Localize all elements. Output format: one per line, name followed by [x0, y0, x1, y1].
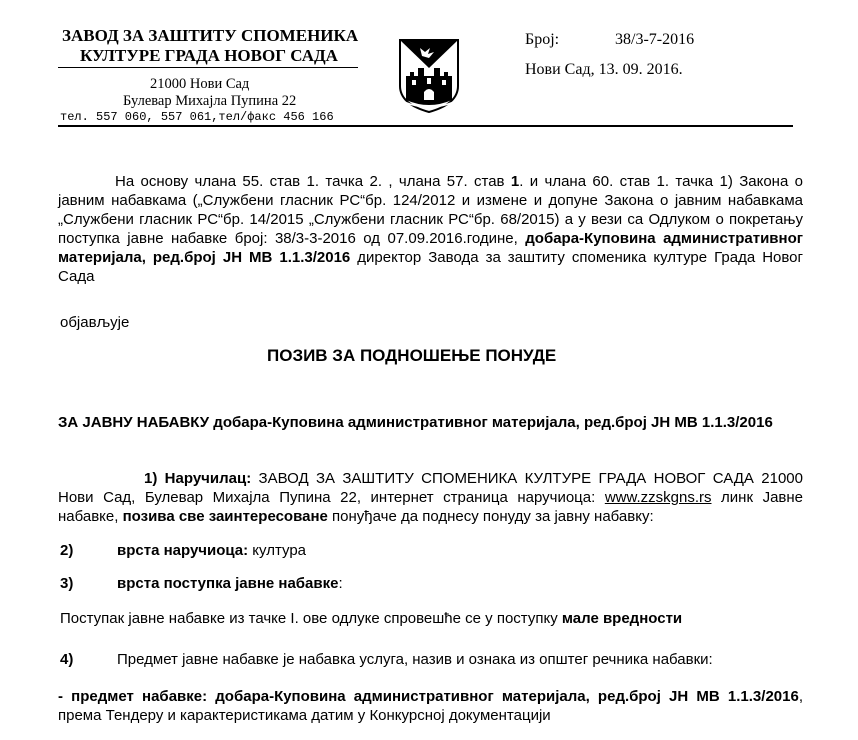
- item-2-line: [117, 542, 306, 559]
- item-2-label: врста наручиоца:: [117, 542, 249, 559]
- org-name-line1: ЗАВОД ЗА ЗАШТИТУ СПОМЕНИКА: [62, 26, 359, 45]
- item-3-line: [117, 575, 343, 592]
- address-city: 21000 Нови Сад: [150, 76, 250, 92]
- item-4-number: 4): [60, 651, 74, 668]
- item-3-label: врста поступка јавне набавке: [117, 575, 339, 592]
- announces-word: објављује: [60, 314, 130, 331]
- item-1-contracting-authority: [58, 469, 803, 526]
- item-1-text-b: линк Јавне набавке,: [58, 489, 803, 525]
- doc-place-date: Нови Сад, 13. 09. 2016.: [525, 61, 683, 78]
- subject-item-text: , према Тендеру и карактеристикама датим у Конкурсној документацији: [58, 688, 803, 724]
- item-3-value: :: [338, 575, 343, 592]
- intro-procurement-bold: добара-Куповина административног материјала, ред.број ЈН МВ 1.1.3/2016: [58, 230, 803, 266]
- intro-text-3: директор Завода за заштиту споменика културе Града Новог Сада: [58, 249, 803, 285]
- doc-number-label: Број:: [525, 31, 560, 48]
- procedure-text: Поступак јавне набавке из тачке I. ове одлуке спровешће се у поступку: [60, 610, 562, 627]
- doc-number-value: 38/3-7-2016: [615, 31, 695, 48]
- item-2-value: култура: [248, 542, 307, 559]
- item-1-bold: позива све заинтересоване: [122, 508, 328, 525]
- org-name-line2: КУЛТУРЕ ГРАДА НОВОГ САДА: [80, 46, 338, 65]
- item-1-text-c: понуђаче да поднесу понуду за јавну набавку:: [327, 508, 654, 525]
- intro-bold-1: 1: [510, 173, 520, 190]
- subject-item: [58, 687, 803, 725]
- intro-text-2: . и члана 60. став 1. тачка 1) Закона о јавним набавкама („Службени гласник РС“бр. 124/2012 и измене и допуне Закона о јавним набавкама „Службени гласник РС“бр. 14/2015 „Службени гласник РС“бр. 68/2015) а у вези са Одлуком о покретању поступка јавне набавке број: 38/3-3-2016 од 07.09.2016.године,: [58, 173, 803, 247]
- item-1-text-a: ЗАВОД ЗА ЗАШТИТУ СПОМЕНИКА КУЛТУРЕ ГРАДА НОВОГ САДА 21000 Нови Сад, Булевар Михајла Пупина 22, интернет страница наручиоца:: [58, 470, 803, 506]
- website-link[interactable]: www.zzskgns.rs: [604, 489, 712, 506]
- header-underline: [58, 67, 358, 68]
- coat-of-arms-icon: [398, 38, 460, 114]
- procedure-bold: мале вредности: [561, 610, 683, 627]
- phone-fax: тел. 557 060, 557 061,тел/факс 456 166: [60, 110, 334, 124]
- item-1-label: 1) Наручилац:: [144, 470, 252, 487]
- intro-paragraph: [58, 172, 803, 286]
- letterhead-separator: [58, 125, 793, 127]
- item-4-text: Предмет јавне набавке је набавка услуга, назив и ознака из општег речника набавки:: [117, 651, 713, 668]
- procedure-line: [60, 610, 682, 627]
- document-title: ПОЗИВ ЗА ПОДНОШЕЊЕ ПОНУДЕ: [267, 346, 557, 365]
- procurement-subject: [58, 413, 803, 432]
- item-2-number: 2): [60, 542, 74, 559]
- subject-item-bold: - предмет набавке: добара-Куповина административног материјала, ред.број ЈН МВ 1.1.3/2016: [58, 688, 799, 705]
- procurement-subject-text: ЗА ЈАВНУ НАБАВКУ добара-Куповина административног материјала, ред.број ЈН МВ 1.1.3/2016: [58, 414, 773, 431]
- address-street: Булевар Михајла Пупина 22: [123, 93, 297, 109]
- intro-text-1: На основу члана 55. став 1. тачка 2. , члана 57. став: [115, 173, 511, 190]
- item-3-number: 3): [60, 575, 74, 592]
